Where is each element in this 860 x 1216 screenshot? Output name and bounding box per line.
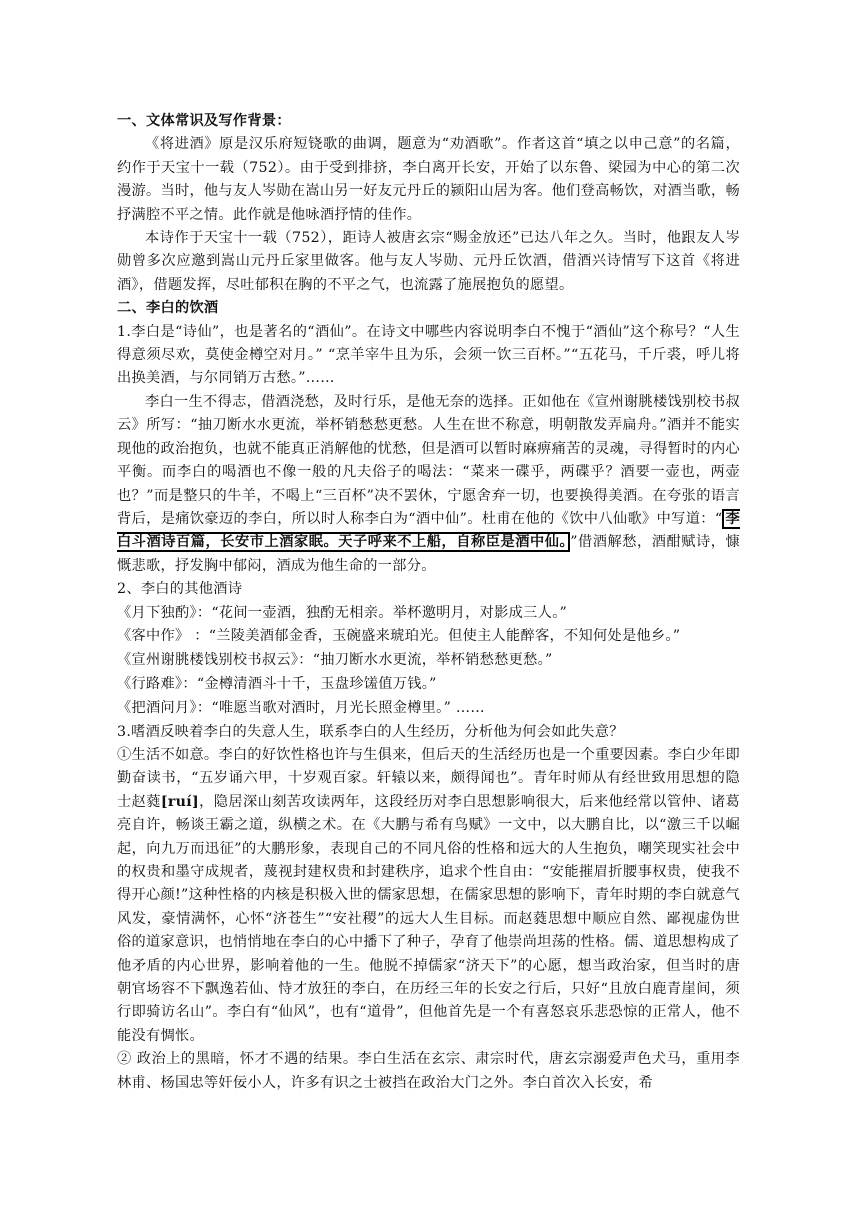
section-heading-2: 二、李白的饮酒: [117, 300, 219, 317]
paragraph-reason-2: ② 政治上的黑暗，怀才不遇的结果。李白生活在玄宗、肃宗时代，唐玄宗溺爱声色犬马，重用李林甫、杨国忠等奸佞小人，许多有识之士被挡在政治大门之外。李白首次入长安，希: [117, 1051, 740, 1091]
paragraph-drinking-text: 李白一生不得志，借酒浇愁，及时行乐，是他无奈的选择。正如他在《宣州谢朓楼饯别校书叔云》所写：“抽刀断水水更流，举杯销愁愁更愁。人生在世不称意，明朝散发弄扁舟。”酒并不能实现他的政治抱负，也就不能真正消解他的忧愁，但是酒可以暂时麻痹痛苦的灵魂，寻得暂时的内心平衡。而李白的喝酒也不像一般的凡夫俗子的喝法：“菜来一碟乎，两碟乎？酒要一壶也，两壶也？”而是整只的牛羊，不喝上“三百杯”决不罢休，宁愿舍弃一切，也要换得美酒。在夸张的语言背后，是痛饮豪迈的李白，所以时人称李白为“酒中仙”。杜甫在他的《饮中八仙歌》中写道：“: [117, 393, 740, 527]
poem-line: 《把酒问月》：“唯愿当歌对酒时，月光长照金樽里。” ……: [117, 699, 485, 716]
paragraph-reason-1: [117, 744, 740, 1048]
document-page: [117, 110, 740, 1095]
boxed-quote: 李白斗酒诗百篇，长安市上酒家眠。天子呼来不上船，自称臣是酒中仙。: [117, 510, 740, 551]
reason-1-text: ①生活不如意。李白的好饮性格也许与生俱来，但后天的生活经历也是一个重要因素。李白少年即勤奋读书，“五岁诵六甲，十岁观百家。轩辕以来，颇得闻也”。青年时师从有经世致用思想的隐士赵蕤: [117, 746, 740, 810]
pinyin-annotation: [ruí]: [160, 793, 199, 810]
paragraph-drinking: [117, 391, 740, 578]
reason-1-text-cont: ，隐居深山刻苦攻读两年，这段经历对李白思想影响很大，后来他经常以管仲、诸葛亮自许，畅谈王霸之道，纵横之术。在《大鹏与希有鸟赋》一文中，以大鹏自比，以“激三千以崛起，向九万而迅征”的大鹏形象，表现自己的不同凡俗的性格和远大的人生抱负，嘲笑现实社会中的权贵和墨守成规者，蔑视封建权贵和封建秩序，追求个性自由：“安能摧眉折腰事权贵，使我不得开心颜!”这种性格的内核是积极入世的儒家思想，在儒家思想的影响下，青年时期的李白就意气风发，豪情满怀，心怀“济苍生”“安社稷”的远大人生目标。而赵蕤思想中顺应自然、鄙视虚伪世俗的道家意识，也悄悄地在李白的心中播下了种子，孕育了他崇尚坦荡的性格。儒、道思想构成了他矛盾的内心世界，影响着他的一生。他脱不掉儒家“济天下”的心愿，想当政治家，但当时的唐朝官场容不下飘逸若仙、恃才放狂的李白，在历经三年的长安之行后，只好“且放白鹿青崖间，须行即骑访名山”。李白有“仙风”，也有“道骨”，但他首先是一个有喜怒哀乐悲恐惊的正常人，他不能没有惆怅。: [117, 793, 740, 1044]
section-heading-1: 一、文体常识及写作背景：: [117, 113, 291, 129]
paragraph-background-2: 本诗作于天宝十一载（752），距诗人被唐玄宗“赐金放还”已达八年之久。当时，他跟友人岑勋曾多次应邀到嵩山元丹丘家里做客。他与友人岑勋、元丹丘饮酒，借酒兴诗情写下这首《将进酒》，借题发挥，尽吐郁积在胸的不平之气，也流露了施展抱负的愿望。: [117, 230, 740, 293]
question-3: 3.嗜酒反映着李白的失意人生，联系李白的人生经历，分析他为何会如此失意？: [117, 723, 624, 740]
paragraph-background-1: 《将进酒》原是汉乐府短铙歌的曲调，题意为“劝酒歌”。作者这首“填之以申己意”的名篇，约作于天宝十一载（752）。由于受到排挤，李白离开长安，开始了以东鲁、梁园为中心的第二次漫游。当时，他与友人岑勋在嵩山另一好友元丹丘的颍阳山居为客。他们登高畅饮，对酒当歌，畅抒满腔不平之情。此作就是他咏酒抒情的佳作。: [117, 136, 740, 223]
poem-line: 《客中作》 ：“兰陵美酒郁金香，玉碗盛来琥珀光。但使主人能醉客，不知何处是他乡。”: [117, 628, 681, 645]
paragraph-drinking-tail: ”借酒解愁，酒酣赋诗，慷慨悲歌，抒发胸中郁闷，酒成为他生命的一部分。: [117, 534, 741, 574]
poem-line: 《行路难》：“金樽清酒斗十千，玉盘珍馐值万钱。”: [117, 675, 437, 692]
question-1: 1.李白是“诗仙”，也是著名的“酒仙”。在诗文中哪些内容说明李白不愧于“酒仙”这个称号？“人生得意须尽欢，莫使金樽空对月。” “烹羊宰牛且为乐，会须一饮三百杯。”“五花马，千斤裘，呼儿将出换美酒，与尔同销万古愁。”……: [117, 323, 740, 387]
question-2: 2、李白的其他酒诗: [117, 581, 243, 598]
poem-line: 《月下独酌》：“花间一壶酒，独酌无相亲。举杯邀明月，对影成三人。”: [117, 604, 568, 621]
poem-line: 《宣州谢朓楼饯别校书叔云》：“抽刀断水水更流，举杯销愁愁更愁。”: [117, 652, 553, 669]
